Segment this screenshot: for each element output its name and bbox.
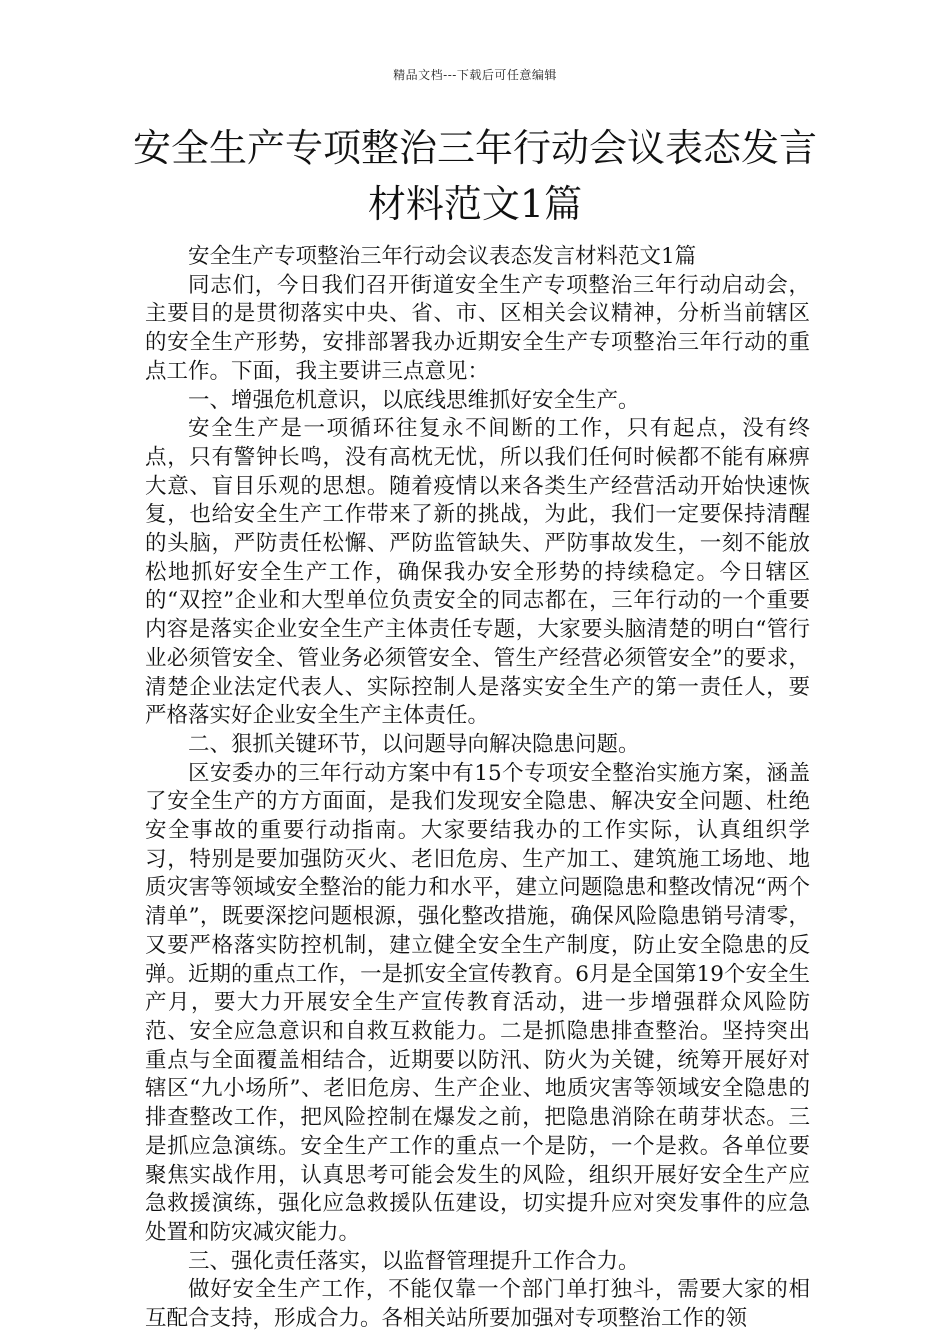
body-paragraph: 安全生产是一项循环往复永不间断的工作，只有起点，没有终点，只有警钟长鸣，没有高枕无忧，所以我们任何时候都不能有麻痹大意、盲目乐观的思想。随着疫情以来各类生产经营活动开始快速恢复，也给安全生产工作带来了新的挑战，为此，我们一定要保持清醒的头脑，严防责任松懈、严防监管缺失、严防事故发生，一刻不能放松地抓好安全生产工作，确保我办安全形势的持续稳定。今日辖区的“双控”企业和大型单位负责安全的同志都在，三年行动的一个重要内容是落实企业安全生产主体责任专题，大家要头脑清楚的明白“管行业必须管安全、管业务必须管安全、管生产经营必须管安全”的要求，清楚企业法定代表人、实际控制人是落实安全生产的第一责任人，要严格落实好企业安全生产主体责任。 bbox=[145, 416, 810, 729]
section-heading: 二、狠抓关键环节，以问题导向解决隐患问题。 bbox=[188, 731, 640, 757]
body-paragraph: 做好安全生产工作，不能仅靠一个部门单打独斗，需要大家的相互配合支持，形成合力。各相关站所要加强对专项整治工作的领 bbox=[145, 1277, 810, 1332]
body-paragraph: 区安委办的三年行动方案中有15个专项安全整治实施方案，涵盖了安全生产的方方面面，是我们发现安全隐患、解决安全问题、杜绝安全事故的重要行动指南。大家要结我办的工作实际，认真组织学习，特别是要加强防灭火、老旧危房、生产加工、建筑施工场地、地质灾害等领域安全整治的能力和水平，建立问题隐患和整改情况“两个清单”，既要深挖问题根源，强化整改措施，确保风险隐患销号清零，又要严格落实防控机制，建立健全安全生产制度，防止安全隐患的反弹。近期的重点工作，一是抓安全宣传教育。6月是全国第19个安全生产月，要大力开展安全生产宣传教育活动，进一步增强群众风险防范、安全应急意识和自救互救能力。二是抓隐患排查整治。坚持突出重点与全面覆盖相结合，近期要以防汛、防火为关键，统筹开展好对辖区“九小场所”、老旧危房、生产企业、地质灾害等领域安全隐患的排查整改工作，把风险控制在爆发之前，把隐患消除在萌芽状态。三是抓应急演练。安全生产工作的重点一个是防，一个是救。各单位要聚焦实战作用，认真思考可能会发生的风险，组织开展好安全生产应急救援演练，强化应急救援队伍建设，切实提升应对突发事件的应急处置和防灾减灾能力。 bbox=[145, 760, 810, 1245]
section-heading: 三、强化责任落实，以监督管理提升工作合力。 bbox=[188, 1248, 640, 1274]
header-note: 精品文档---下载后可任意编辑 bbox=[393, 68, 557, 82]
section-heading: 一、增强危机意识，以底线思维抓好安全生产。 bbox=[188, 387, 640, 413]
document-body bbox=[145, 243, 810, 1334]
document-title: 安全生产专项整治三年行动会议表态发言材料范文1篇 bbox=[132, 126, 817, 226]
body-paragraph: 同志们，今日我们召开街道安全生产专项整治三年行动启动会，主要目的是贯彻落实中央、省、市、区相关会议精神，分析当前辖区的安全生产形势，安排部署我办近期安全生产专项整治三年行动的重点工作。下面，我主要讲三点意见： bbox=[145, 272, 810, 384]
body-paragraph: 安全生产专项整治三年行动会议表态发言材料范文1篇 bbox=[188, 244, 697, 269]
